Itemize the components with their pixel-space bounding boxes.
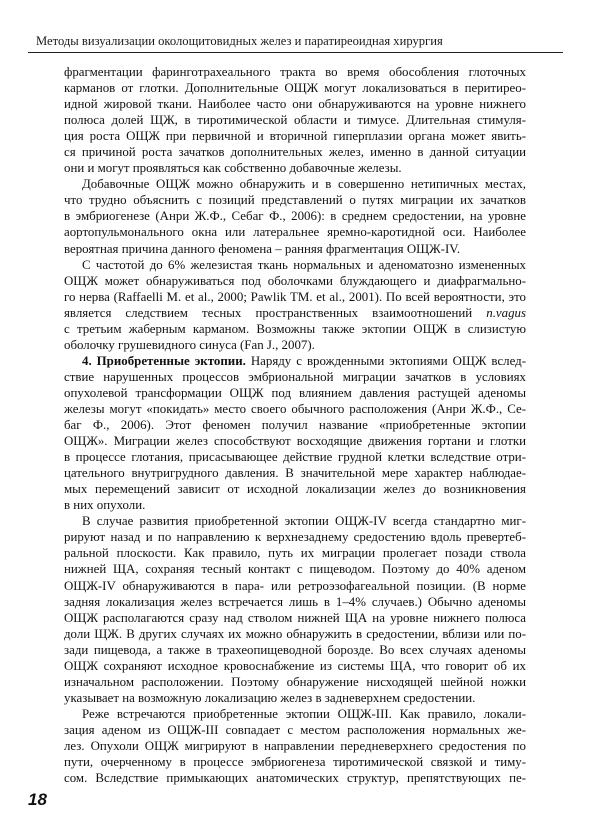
- text-line-content: вероятная причина данного феномена – ранняя фрагментация ОЩЖ-IV.: [64, 241, 461, 256]
- text-line-content: карманов от глотки. Дополнительные ОЩЖ могут локализоваться в перитирео-: [64, 81, 526, 96]
- text-line-content: фрагментации фаринготрахеального тракта во время обособления глоточных: [64, 65, 526, 79]
- text-line: [64, 561, 526, 577]
- text-line-content: ОЩЖ-IV обнаруживаются в пара- или ретроэзофагеальной позиции. (В норме: [64, 578, 526, 593]
- text-line-content: ОЩЖ может обнаруживаться под оболочками блуждающего и диафрагмально-: [64, 273, 526, 288]
- text-line: [64, 401, 526, 417]
- text-line-content: ствие нарушенных процессов эмбриональной миграции зачатков в условиях: [64, 369, 526, 384]
- running-header-title: Методы визуализации околощитовидных желез и паратиреоидная хирургия: [36, 34, 443, 48]
- text-line: [64, 642, 526, 658]
- text-line: [64, 417, 526, 433]
- text-line-content: задняя локализация желез встречается лишь в 1–4% случаев.) Обычно аденомы: [64, 594, 526, 609]
- text-line-content: они и могут проявляться как собственно добавочные железы.: [64, 161, 402, 176]
- text-line-content: нижней ЩА, сохраняя тесный контакт с пищеводом. Поэтому до 40% аденом: [64, 562, 526, 577]
- text-line-content: идной жировой ткани. Наиболее часто они обнаруживаются на уровне нижнего: [64, 97, 526, 112]
- text-line-content: опухолевой трансформации ОЩЖ под влиянием давления растущей аденомы: [64, 385, 526, 400]
- running-header: [28, 0, 563, 53]
- text-line: [64, 80, 526, 96]
- text-line: [64, 674, 526, 690]
- text-line: [64, 273, 526, 289]
- text-line: [64, 144, 526, 160]
- text-line-content: в процессе глотания, присасывающее действие грудной клетки вследствие отри-: [64, 450, 526, 465]
- text-line-content: ция роста ОЩЖ при первичной и вторичной гиперплазии органа может явить-: [64, 129, 526, 144]
- page-number: 18: [28, 790, 47, 809]
- text-line-content: указывает на возможную локализацию желез в задневерхнем средостении.: [64, 690, 476, 705]
- text-line-content: ОЩЖ сохраняют исходное кровоснабжение из системы ЩА, что говорит об их: [64, 658, 526, 673]
- text-line: [64, 224, 526, 240]
- text-line-content: железы могут «покидать» место своего обычного расположения (Анри Ж.Ф., Се-: [64, 401, 526, 416]
- text-line-content: пути, очерченному в процессе эмбриогенеза тиротимической связкой и тиму-: [64, 755, 526, 770]
- text-line-content: аортопульмонального окна или латеральнее яремно-каротидной оси. Наиболее: [64, 225, 526, 240]
- text-line: [64, 257, 526, 273]
- text-line: [64, 545, 526, 561]
- text-line-content: с третьим жаберным карманом. Возможны также эктопии ОЩЖ в слизистую: [64, 321, 526, 336]
- text-line: [64, 241, 526, 257]
- text-line: [64, 64, 526, 80]
- text-line-content: лез. Опухоли ОЩЖ мигрируют в направлении передневерхнего средостения по: [64, 738, 526, 753]
- text-line-content: является следствием тесных пространственных взаимоотношений n.vagus: [64, 305, 526, 320]
- text-line: [64, 465, 526, 481]
- text-line: [64, 449, 526, 465]
- text-line: [64, 192, 526, 208]
- text-line: [64, 96, 526, 112]
- text-line: [64, 353, 526, 369]
- text-line-content: ральной плоскости. Как правило, путь их миграции пролегает позади ствола: [64, 546, 526, 561]
- text-line-content: ся причиной роста зачатков дополнительных желез, именно в данной ситуации: [64, 145, 526, 160]
- text-line: [64, 722, 526, 738]
- text-line: [64, 626, 526, 642]
- text-line-content: Наряду с врожденными эктопиями ОЩЖ вслед-: [245, 353, 526, 368]
- text-line: [64, 529, 526, 545]
- text-line: [64, 497, 526, 513]
- text-line-content: Реже встречаются приобретенные эктопии ОЩЖ-III. Как правило, локали-: [82, 706, 526, 721]
- text-line: [64, 770, 526, 786]
- text-line-content: Добавочные ОЩЖ можно обнаружить и в совершенно нетипичных местах,: [82, 177, 526, 192]
- text-line: [64, 578, 526, 594]
- text-line-content: В случае развития приобретенной эктопии ОЩЖ-IV всегда стандартно миг-: [82, 514, 526, 529]
- text-line-content: оболочку грушевидного синуса (Fan J., 2007).: [64, 337, 315, 352]
- text-line-content: рируют назад и по направлению к верхнезаднему средостению вдоль превертеб-: [64, 530, 526, 545]
- text-line-content: го нерва (Raffaelli M. et al., 2000; Pawlik TM. et al., 2001). По всей вероятности, это: [64, 289, 526, 304]
- text-line-content: изначальном расположении. Поэтому обнаружение нисходящей шейной ножки: [64, 674, 526, 689]
- section-heading: 4. Приобретенные эктопии.: [82, 353, 246, 368]
- text-line: [64, 610, 526, 626]
- text-line-content: зация аденом из ОЩЖ-III совпадает с местом расположения нормальных же-: [64, 722, 526, 737]
- text-line: [64, 160, 526, 176]
- text-line-content: зади пищевода, а также в трахеопищеводной борозде. Во всех случаях аденомы: [64, 642, 526, 657]
- text-line: [64, 706, 526, 722]
- text-line: [64, 321, 526, 337]
- text-line: [64, 690, 526, 706]
- text-line-content: цательного внутригрудного давления. В значительной мере характер наблюдае-: [64, 466, 526, 481]
- text-line-content: в эмбриогенезе (Анри Ж.Ф., Себаг Ф., 2006): в среднем средостении, на уровне: [64, 209, 526, 224]
- text-line-content: баг Ф., 2006). Этот феномен получил название «приобретенные эктопии: [64, 418, 526, 433]
- text-line: [64, 112, 526, 128]
- text-line-content: полюса долей ЩЖ, в тиротимической области и тимусе. Длительная стимуля-: [64, 113, 526, 128]
- text-line: [64, 738, 526, 754]
- text-line: [64, 128, 526, 144]
- text-line: [64, 754, 526, 770]
- text-line: [64, 658, 526, 674]
- text-line: [64, 594, 526, 610]
- text-line-content: ОЩЖ». Миграции желез способствуют восходящие движения гортани и глотки: [64, 434, 526, 449]
- text-line-content: в них опухоли.: [64, 498, 146, 513]
- text-line-content: что трудно объяснить с позиций представлений о путях миграции их зачатков: [64, 193, 526, 208]
- text-line: [64, 369, 526, 385]
- text-line: [64, 305, 526, 321]
- text-line: [64, 337, 526, 353]
- body-text: [64, 64, 526, 786]
- text-line-content: С частотой до 6% железистая ткань нормальных и аденоматозно измененных: [82, 257, 526, 272]
- text-line: [64, 208, 526, 224]
- text-line: [64, 176, 526, 192]
- text-line-content: ОЩЖ располагаются сразу над стволом нижней ЩА на уровне нижнего полюса: [64, 610, 526, 625]
- text-line: [64, 433, 526, 449]
- text-line-content: доли ЩЖ. В других случаях их можно обнаружить в средостении, вблизи или по-: [64, 626, 526, 641]
- text-line-content: мых перемещений зависит от исходной локализации желез до возникновения: [64, 482, 526, 497]
- text-line: [64, 385, 526, 401]
- text-line: [64, 289, 526, 305]
- text-line-content: сом. Вследствие примыкающих анатомических структур, препятствующих пе-: [64, 771, 526, 786]
- text-line: [64, 481, 526, 497]
- text-line: [64, 513, 526, 529]
